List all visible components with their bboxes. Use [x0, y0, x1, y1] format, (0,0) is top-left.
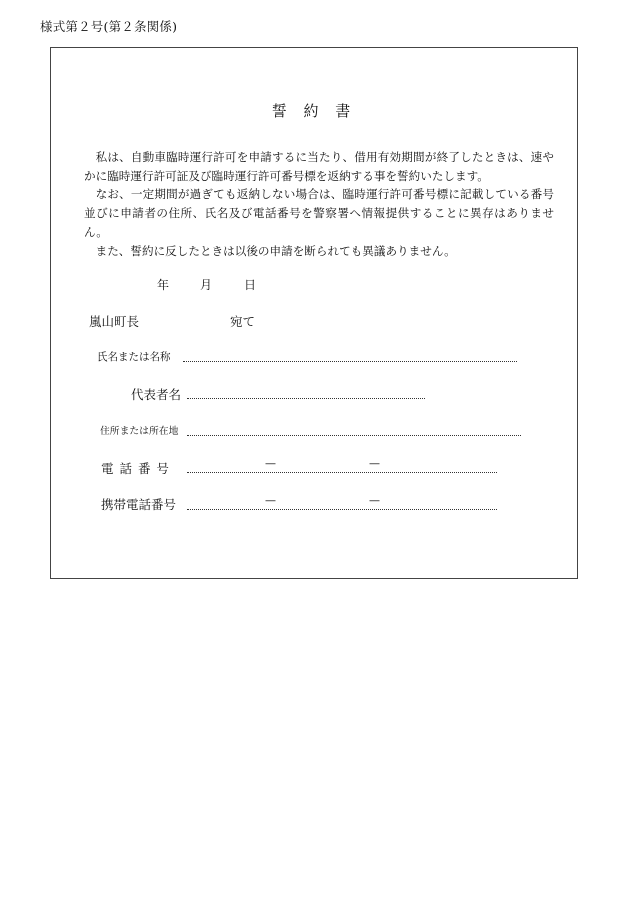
address-input-line[interactable]	[187, 435, 521, 436]
date-day-label: 日	[244, 278, 257, 292]
representative-label: 代表者名	[131, 387, 182, 402]
pledge-paragraph-1: 私は、自動車臨時運行許可を申請するに当たり、借用有効期間が終了したときは、速やかに臨時運行許可証及び臨時運行許可番号標を返納する事を誓約いたします。	[84, 150, 554, 183]
mobile-label: 携帯電話番号	[101, 497, 177, 512]
phone-label: 電 話 番 号	[101, 461, 170, 476]
address-label: 住所または所在地	[100, 426, 179, 437]
pledge-paragraph-3: また、誓約に反したときは以後の申請を断られても異議ありません。	[95, 243, 456, 258]
mobile-separator-2: —	[369, 494, 380, 507]
representative-input-line[interactable]	[187, 398, 425, 399]
addressee-suffix: 宛て	[230, 314, 256, 329]
phone-separator-2: —	[369, 457, 380, 470]
document-title: 誓 約 書	[271, 102, 357, 120]
phone-separator-1: —	[265, 457, 276, 470]
addressee-name: 嵐山町長	[89, 314, 140, 329]
pledge-paragraph-2: なお、一定期間が過ぎても返納しない場合は、臨時運行許可番号標に記載している番号並びに申請者の住所、氏名及び電話番号を警察署へ情報提供することに異存はありません。	[84, 187, 554, 239]
form-number: 様式第２号(第２条関係)	[40, 19, 178, 34]
date-month-label: 月	[200, 278, 213, 292]
name-input-line[interactable]	[183, 361, 517, 362]
mobile-input-line[interactable]	[187, 509, 497, 510]
mobile-separator-1: —	[265, 494, 276, 507]
name-label: 氏名または名称	[97, 351, 171, 363]
pledge-body	[84, 148, 554, 260]
date-year-label: 年	[157, 278, 170, 292]
pledge-form-frame	[50, 47, 578, 579]
phone-input-line[interactable]	[187, 472, 497, 473]
